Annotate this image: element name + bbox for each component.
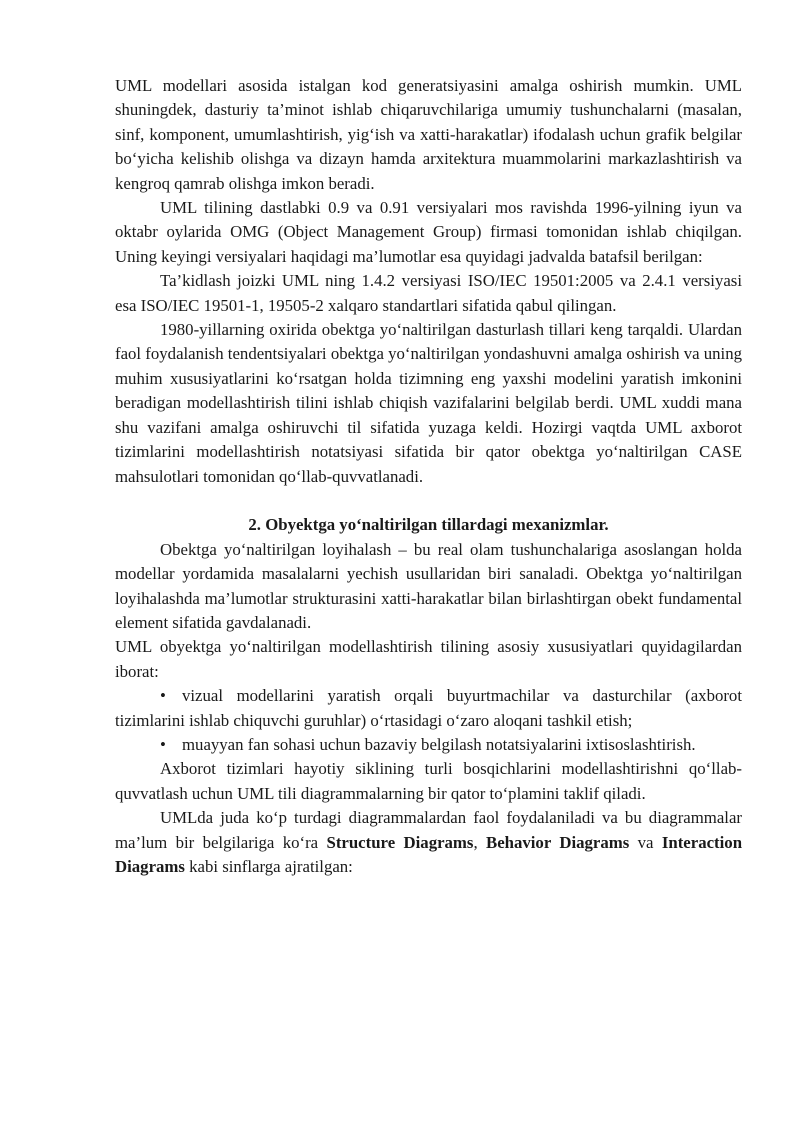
list-item-text: vizual modellarini yaratish orqali buyurtmachilar va dasturchilar (axborot tizimlarini ishlab chiquvchi guruhlar) o‘rtasidagi o‘zaro aloqani tashkil etish; — [115, 686, 742, 730]
paragraph-diagram-sets: Axborot tizimlari hayotiy siklining turli bosqichlarini modellashtirishni qo‘llab-quvvatlash uchun UML tili diagrammalarning bir qator to‘plamini taklif qiladi. — [115, 759, 742, 803]
list-item — [115, 684, 742, 733]
interaction-diagrams-term: Interaction Diagrams — [115, 832, 743, 876]
behavior-diagrams-term: Behavior Diagrams — [486, 832, 630, 852]
structure-diagrams-term: Structure Diagrams — [326, 832, 474, 852]
paragraph-diagram-classes — [115, 806, 742, 879]
paragraph-oop-design-text: Obektga yo‘naltirilgan loyihalash – bu real olam tushunchalariga asoslangan holda modellar yordamida masalalarni yechish usullaridan biri sanaladi. Obektga yo‘naltirilgan loyihalashda ma’lumotlar strukturasini xatti-harakatlar bilan birlashtirgan obekt fundamental element sifatida gavdalanadi. — [115, 539, 742, 632]
conjunction-va: va — [629, 832, 662, 852]
section-heading: 2. Obyektga yo‘naltirilgan tillardagi mexanizmlar. — [248, 515, 609, 535]
paragraph-uml-versions: UML tilining dastlabki 0.9 va 0.91 versiyalari mos ravishda 1996-yilning iyun va oktabr oylarida OMG (Object Management Group) firmasi tomonidan ishlab chiqilgan. Uning keyingi versiyalari haqidagi ma’lumotlar esa quyidagi jadvalda batafsil berilgan: — [115, 198, 742, 266]
separator-comma: , — [473, 832, 487, 852]
bullet-icon: • — [160, 686, 166, 706]
paragraph-iso-standards: Ta’kidlash joizki UML ning 1.4.2 versiyasi ISO/IEC 19501:2005 va 2.4.1 versiyasi esa ISO/IEC 19501-1, 19505-2 xalqaro standartlari sifatida qabul qilingan. — [115, 271, 742, 315]
document-page — [115, 74, 742, 879]
list-item-text: muayyan fan sohasi uchun bazaviy belgilash notatsiyalarini ixtisoslashtirish. — [182, 734, 696, 754]
diagram-classes-text-start: UMLda juda ko‘p turdagi diagrammalardan faol foydalaniladi va bu diagrammalar ma’lum bir belgilariga ko‘ra — [115, 808, 742, 852]
paragraph-oop-design — [115, 538, 742, 684]
diagram-classes-text-end: kabi sinflarga ajratilgan: — [184, 856, 353, 876]
bullet-icon: • — [160, 734, 166, 754]
paragraph-uml-features-intro: UML obyektga yo‘naltirilgan modellashtirish tilining asosiy xususiyatlari quyidagilardan iborat: — [115, 637, 742, 681]
list-item — [115, 733, 742, 757]
paragraph-uml-code-generation: UML modellari asosida istalgan kod generatsiyasini amalga oshirish mumkin. UML shuningdek, dasturiy ta’minot ishlab chiqaruvchilariga umumiy tushunchalarni (masalan, sinf, komponent, umumlashtirish, yig‘ish va xatti-harakatlar) ifodalash uchun grafik belgilar bo‘yicha kelishib olishga va dizayn hamda arxitektura muammolarini markazlashtirish va kengroq qamrab olishga imkon beradi. — [115, 76, 742, 193]
paragraph-oop-history: 1980-yillarning oxirida obektga yo‘naltirilgan dasturlash tillari keng tarqaldi. Ulardan faol foydalanish tendentsiyalari obektga yo‘naltirilgan yondashuvni amalga oshirish va uning muhim xususiyatlarini ko‘rsatgan holda tizimning eng yaxshi modelini yaratish imkonini beradigan modellashtirish tilini ishlab chiqish vazifalarini belgilab berdi. UML xuddi mana shu vazifani amalga oshiruvchi til sifatida yuzaga keldi. Hozirgi vaqtda UML axborot tizimlarini modellashtirish notatsiyasi sifatida bir qator obektga yo‘naltirilgan CASE mahsulotlari tomonidan qo‘llab-quvvatlanadi. — [115, 320, 742, 486]
